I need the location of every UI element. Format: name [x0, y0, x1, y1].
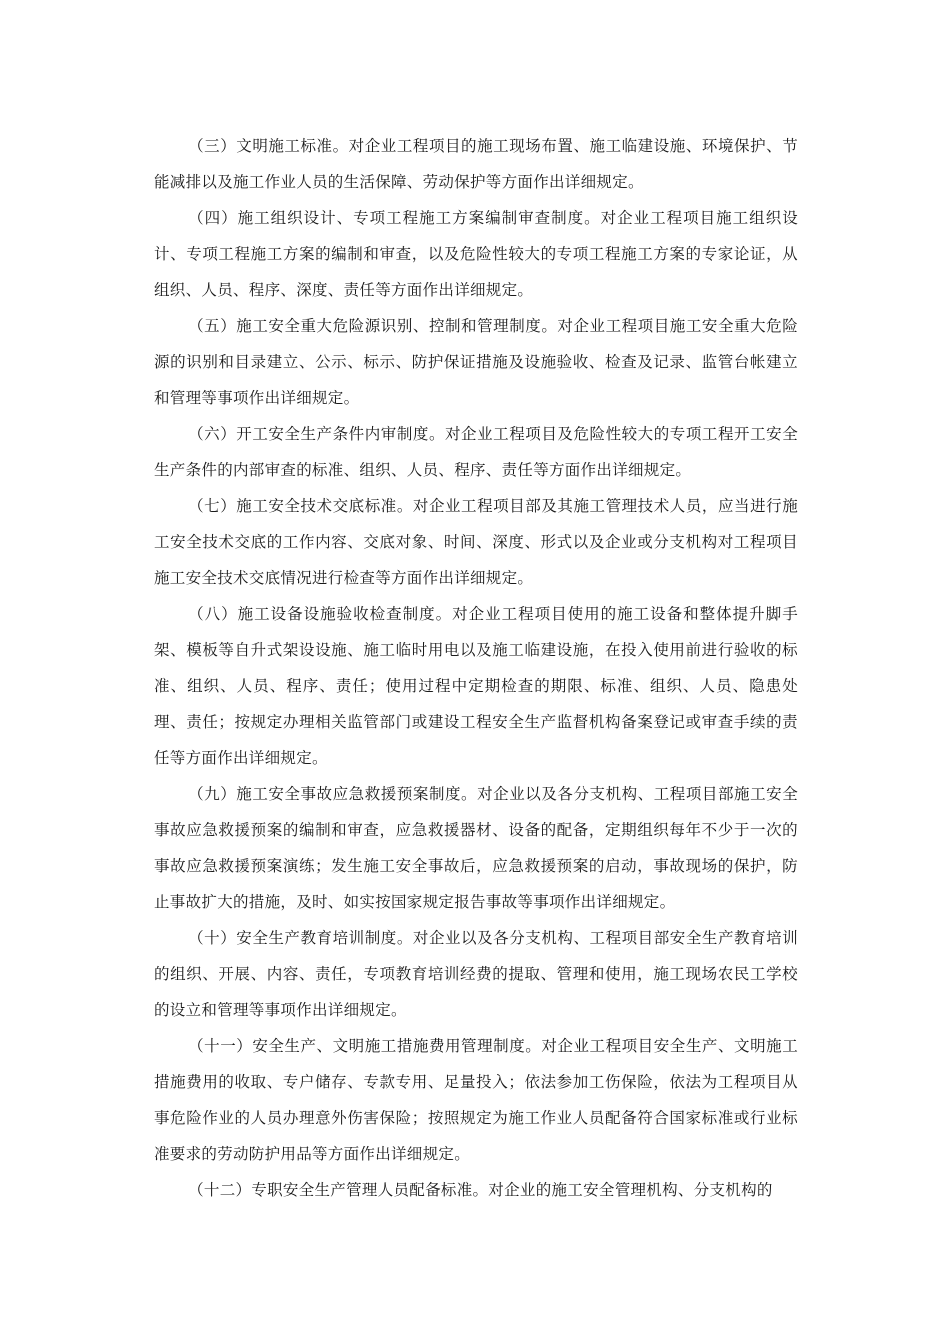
paragraph-6: （六）开工安全生产条件内审制度。对企业工程项目及危险性较大的专项工程开工安全生产条件的内部审查的标准、组织、人员、程序、责任等方面作出详细规定。 — [154, 425, 798, 479]
paragraph-10: （十）安全生产教育培训制度。对企业以及各分支机构、工程项目部安全生产教育培训的组织、开展、内容、责任，专项教育培训经费的提取、管理和使用，施工现场农民工学校的设立和管理等事项作出详细规定。 — [154, 929, 798, 1019]
paragraph-11: （十一）安全生产、文明施工措施费用管理制度。对企业工程项目安全生产、文明施工措施费用的收取、专户储存、专款专用、足量投入；依法参加工伤保险，依法为工程项目从事危险作业的人员办理意外伤害保险；按照规定为施工作业人员配备符合国家标准或行业标准要求的劳动防护用品等方面作出详细规定。 — [154, 1037, 798, 1163]
paragraph-12: （十二）专职安全生产管理人员配备标准。对企业的施工安全管理机构、分支机构的 — [188, 1181, 773, 1199]
paragraph-9: （九）施工安全事故应急救援预案制度。对企业以及各分支机构、工程项目部施工安全事故应急救援预案的编制和审查，应急救援器材、设备的配备，定期组织每年不少于一次的事故应急救援预案演练；发生施工安全事故后，应急救援预案的启动，事故现场的保护，防止事故扩大的措施，及时、如实按国家规定报告事故等事项作出详细规定。 — [154, 785, 798, 911]
paragraph-4: （四）施工组织设计、专项工程施工方案编制审查制度。对企业工程项目施工组织设计、专项工程施工方案的编制和审查，以及危险性较大的专项工程施工方案的专家论证，从组织、人员、程序、深度、责任等方面作出详细规定。 — [154, 209, 798, 299]
paragraph-7: （七）施工安全技术交底标准。对企业工程项目部及其施工管理技术人员，应当进行施工安全技术交底的工作内容、交底对象、时间、深度、形式以及企业或分支机构对工程项目施工安全技术交底情况进行检查等方面作出详细规定。 — [154, 497, 798, 587]
paragraph-3: （三）文明施工标准。对企业工程项目的施工现场布置、施工临建设施、环境保护、节能减排以及施工作业人员的生活保障、劳动保护等方面作出详细规定。 — [154, 137, 798, 191]
paragraph-5: （五）施工安全重大危险源识别、控制和管理制度。对企业工程项目施工安全重大危险源的识别和目录建立、公示、标示、防护保证措施及设施验收、检查及记录、监管台帐建立和管理等事项作出详细规定。 — [154, 317, 798, 407]
document-page — [154, 128, 798, 1208]
paragraph-8: （八）施工设备设施验收检查制度。对企业工程项目使用的施工设备和整体提升脚手架、模板等自升式架设设施、施工临时用电以及施工临建设施，在投入使用前进行验收的标准、组织、人员、程序、责任；使用过程中定期检查的期限、标准、组织、人员、隐患处理、责任；按规定办理相关监管部门或建设工程安全生产监督机构备案登记或审查手续的责任等方面作出详细规定。 — [154, 605, 798, 767]
